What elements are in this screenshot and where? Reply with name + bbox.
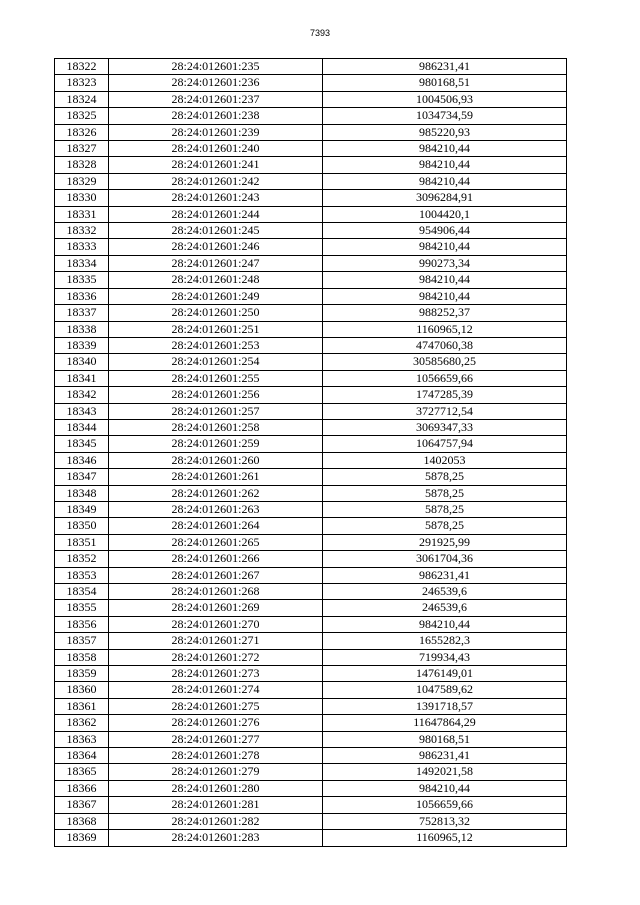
table-row — [55, 666, 567, 682]
table-row — [55, 633, 567, 649]
cadastral-number-cell: 28:24:012601:275 — [109, 698, 323, 714]
value-cell: 1004420,1 — [323, 206, 567, 222]
row-number-cell: 18354 — [55, 584, 109, 600]
cadastral-number-cell: 28:24:012601:277 — [109, 731, 323, 747]
value-cell: 984210,44 — [323, 272, 567, 288]
cadastral-number-cell: 28:24:012601:245 — [109, 223, 323, 239]
registry-table — [54, 58, 567, 847]
table-row — [55, 616, 567, 632]
cadastral-number-cell: 28:24:012601:239 — [109, 124, 323, 140]
cadastral-number-cell: 28:24:012601:258 — [109, 419, 323, 435]
value-cell: 3069347,33 — [323, 419, 567, 435]
cadastral-number-cell: 28:24:012601:266 — [109, 551, 323, 567]
table-row — [55, 715, 567, 731]
row-number-cell: 18349 — [55, 501, 109, 517]
row-number-cell: 18360 — [55, 682, 109, 698]
table-row — [55, 698, 567, 714]
table-row — [55, 419, 567, 435]
table-row — [55, 141, 567, 157]
value-cell: 984210,44 — [323, 780, 567, 796]
table-row — [55, 764, 567, 780]
row-number-cell: 18328 — [55, 157, 109, 173]
cadastral-number-cell: 28:24:012601:257 — [109, 403, 323, 419]
cadastral-number-cell: 28:24:012601:264 — [109, 518, 323, 534]
cadastral-number-cell: 28:24:012601:246 — [109, 239, 323, 255]
row-number-cell: 18340 — [55, 354, 109, 370]
row-number-cell: 18325 — [55, 108, 109, 124]
table-row — [55, 452, 567, 468]
cadastral-number-cell: 28:24:012601:271 — [109, 633, 323, 649]
cadastral-number-cell: 28:24:012601:265 — [109, 534, 323, 550]
value-cell: 5878,25 — [323, 501, 567, 517]
cadastral-number-cell: 28:24:012601:279 — [109, 764, 323, 780]
value-cell: 3061704,36 — [323, 551, 567, 567]
row-number-cell: 18357 — [55, 633, 109, 649]
table-row — [55, 518, 567, 534]
row-number-cell: 18339 — [55, 337, 109, 353]
row-number-cell: 18347 — [55, 469, 109, 485]
value-cell: 980168,51 — [323, 731, 567, 747]
value-cell: 5878,25 — [323, 518, 567, 534]
value-cell: 980168,51 — [323, 75, 567, 91]
value-cell: 984210,44 — [323, 173, 567, 189]
value-cell: 1160965,12 — [323, 321, 567, 337]
row-number-cell: 18351 — [55, 534, 109, 550]
cadastral-number-cell: 28:24:012601:235 — [109, 59, 323, 75]
value-cell: 3727712,54 — [323, 403, 567, 419]
row-number-cell: 18326 — [55, 124, 109, 140]
value-cell: 30585680,25 — [323, 354, 567, 370]
row-number-cell: 18359 — [55, 666, 109, 682]
row-number-cell: 18369 — [55, 830, 109, 846]
cadastral-number-cell: 28:24:012601:254 — [109, 354, 323, 370]
value-cell: 246539,6 — [323, 584, 567, 600]
row-number-cell: 18363 — [55, 731, 109, 747]
value-cell: 954906,44 — [323, 223, 567, 239]
value-cell: 1160965,12 — [323, 830, 567, 846]
table-row — [55, 321, 567, 337]
value-cell: 719934,43 — [323, 649, 567, 665]
table-row — [55, 59, 567, 75]
cadastral-number-cell: 28:24:012601:238 — [109, 108, 323, 124]
cadastral-number-cell: 28:24:012601:269 — [109, 600, 323, 616]
value-cell: 1391718,57 — [323, 698, 567, 714]
row-number-cell: 18355 — [55, 600, 109, 616]
table-row — [55, 255, 567, 271]
row-number-cell: 18343 — [55, 403, 109, 419]
row-number-cell: 18331 — [55, 206, 109, 222]
row-number-cell: 18341 — [55, 370, 109, 386]
row-number-cell: 18342 — [55, 387, 109, 403]
value-cell: 1402053 — [323, 452, 567, 468]
cadastral-number-cell: 28:24:012601:280 — [109, 780, 323, 796]
value-cell: 1034734,59 — [323, 108, 567, 124]
table-row — [55, 748, 567, 764]
cadastral-number-cell: 28:24:012601:259 — [109, 436, 323, 452]
row-number-cell: 18329 — [55, 173, 109, 189]
row-number-cell: 18356 — [55, 616, 109, 632]
table-row — [55, 124, 567, 140]
value-cell: 984210,44 — [323, 616, 567, 632]
registry-table-body — [55, 59, 567, 847]
table-row — [55, 584, 567, 600]
table-row — [55, 272, 567, 288]
value-cell: 3096284,91 — [323, 190, 567, 206]
row-number-cell: 18337 — [55, 305, 109, 321]
row-number-cell: 18366 — [55, 780, 109, 796]
cadastral-number-cell: 28:24:012601:276 — [109, 715, 323, 731]
cadastral-number-cell: 28:24:012601:241 — [109, 157, 323, 173]
row-number-cell: 18362 — [55, 715, 109, 731]
table-row — [55, 91, 567, 107]
value-cell: 984210,44 — [323, 239, 567, 255]
table-row — [55, 75, 567, 91]
table-row — [55, 387, 567, 403]
table-row — [55, 436, 567, 452]
value-cell: 1476149,01 — [323, 666, 567, 682]
value-cell: 1056659,66 — [323, 370, 567, 386]
cadastral-number-cell: 28:24:012601:236 — [109, 75, 323, 91]
cadastral-number-cell: 28:24:012601:270 — [109, 616, 323, 632]
value-cell: 986231,41 — [323, 748, 567, 764]
cadastral-number-cell: 28:24:012601:282 — [109, 813, 323, 829]
value-cell: 1064757,94 — [323, 436, 567, 452]
table-row — [55, 469, 567, 485]
row-number-cell: 18364 — [55, 748, 109, 764]
cadastral-number-cell: 28:24:012601:247 — [109, 255, 323, 271]
row-number-cell: 18327 — [55, 141, 109, 157]
table-row — [55, 649, 567, 665]
row-number-cell: 18322 — [55, 59, 109, 75]
page-number: 7393 — [309, 28, 331, 38]
value-cell: 1655282,3 — [323, 633, 567, 649]
value-cell: 5878,25 — [323, 485, 567, 501]
cadastral-number-cell: 28:24:012601:262 — [109, 485, 323, 501]
cadastral-number-cell: 28:24:012601:253 — [109, 337, 323, 353]
table-row — [55, 567, 567, 583]
row-number-cell: 18361 — [55, 698, 109, 714]
cadastral-number-cell: 28:24:012601:255 — [109, 370, 323, 386]
table-row — [55, 206, 567, 222]
table-row — [55, 830, 567, 846]
table-row — [55, 288, 567, 304]
value-cell: 984210,44 — [323, 141, 567, 157]
row-number-cell: 18338 — [55, 321, 109, 337]
cadastral-number-cell: 28:24:012601:260 — [109, 452, 323, 468]
cadastral-number-cell: 28:24:012601:240 — [109, 141, 323, 157]
table-row — [55, 797, 567, 813]
table-row — [55, 370, 567, 386]
value-cell: 986231,41 — [323, 567, 567, 583]
row-number-cell: 18353 — [55, 567, 109, 583]
cadastral-number-cell: 28:24:012601:261 — [109, 469, 323, 485]
table-row — [55, 403, 567, 419]
value-cell: 1004506,93 — [323, 91, 567, 107]
row-number-cell: 18348 — [55, 485, 109, 501]
row-number-cell: 18368 — [55, 813, 109, 829]
cadastral-number-cell: 28:24:012601:237 — [109, 91, 323, 107]
table-row — [55, 551, 567, 567]
row-number-cell: 18336 — [55, 288, 109, 304]
row-number-cell: 18335 — [55, 272, 109, 288]
table-row — [55, 337, 567, 353]
cadastral-number-cell: 28:24:012601:242 — [109, 173, 323, 189]
row-number-cell: 18365 — [55, 764, 109, 780]
table-row — [55, 780, 567, 796]
table-row — [55, 682, 567, 698]
value-cell: 984210,44 — [323, 288, 567, 304]
table-row — [55, 190, 567, 206]
row-number-cell: 18345 — [55, 436, 109, 452]
cadastral-number-cell: 28:24:012601:251 — [109, 321, 323, 337]
row-number-cell: 18333 — [55, 239, 109, 255]
cadastral-number-cell: 28:24:012601:274 — [109, 682, 323, 698]
value-cell: 246539,6 — [323, 600, 567, 616]
table-row — [55, 534, 567, 550]
value-cell: 986231,41 — [323, 59, 567, 75]
value-cell: 984210,44 — [323, 157, 567, 173]
cadastral-number-cell: 28:24:012601:249 — [109, 288, 323, 304]
value-cell: 4747060,38 — [323, 337, 567, 353]
table-row — [55, 485, 567, 501]
cadastral-number-cell: 28:24:012601:273 — [109, 666, 323, 682]
table-row — [55, 108, 567, 124]
row-number-cell: 18330 — [55, 190, 109, 206]
value-cell: 985220,93 — [323, 124, 567, 140]
row-number-cell: 18367 — [55, 797, 109, 813]
cadastral-number-cell: 28:24:012601:283 — [109, 830, 323, 846]
table-row — [55, 157, 567, 173]
table-row — [55, 600, 567, 616]
value-cell: 990273,34 — [323, 255, 567, 271]
row-number-cell: 18346 — [55, 452, 109, 468]
row-number-cell: 18352 — [55, 551, 109, 567]
row-number-cell: 18358 — [55, 649, 109, 665]
value-cell: 1047589,62 — [323, 682, 567, 698]
table-row — [55, 354, 567, 370]
cadastral-number-cell: 28:24:012601:250 — [109, 305, 323, 321]
cadastral-number-cell: 28:24:012601:272 — [109, 649, 323, 665]
table-row — [55, 223, 567, 239]
row-number-cell: 18332 — [55, 223, 109, 239]
value-cell: 291925,99 — [323, 534, 567, 550]
table-row — [55, 731, 567, 747]
cadastral-number-cell: 28:24:012601:278 — [109, 748, 323, 764]
table-row — [55, 239, 567, 255]
table-row — [55, 305, 567, 321]
cadastral-number-cell: 28:24:012601:267 — [109, 567, 323, 583]
value-cell: 752813,32 — [323, 813, 567, 829]
cadastral-number-cell: 28:24:012601:243 — [109, 190, 323, 206]
cadastral-number-cell: 28:24:012601:248 — [109, 272, 323, 288]
row-number-cell: 18344 — [55, 419, 109, 435]
value-cell: 1492021,58 — [323, 764, 567, 780]
table-row — [55, 501, 567, 517]
value-cell: 5878,25 — [323, 469, 567, 485]
value-cell: 1747285,39 — [323, 387, 567, 403]
cadastral-number-cell: 28:24:012601:263 — [109, 501, 323, 517]
row-number-cell: 18350 — [55, 518, 109, 534]
value-cell: 11647864,29 — [323, 715, 567, 731]
row-number-cell: 18334 — [55, 255, 109, 271]
table-row — [55, 173, 567, 189]
cadastral-number-cell: 28:24:012601:268 — [109, 584, 323, 600]
cadastral-number-cell: 28:24:012601:281 — [109, 797, 323, 813]
value-cell: 1056659,66 — [323, 797, 567, 813]
cadastral-number-cell: 28:24:012601:256 — [109, 387, 323, 403]
row-number-cell: 18324 — [55, 91, 109, 107]
cadastral-number-cell: 28:24:012601:244 — [109, 206, 323, 222]
row-number-cell: 18323 — [55, 75, 109, 91]
table-row — [55, 813, 567, 829]
value-cell: 988252,37 — [323, 305, 567, 321]
